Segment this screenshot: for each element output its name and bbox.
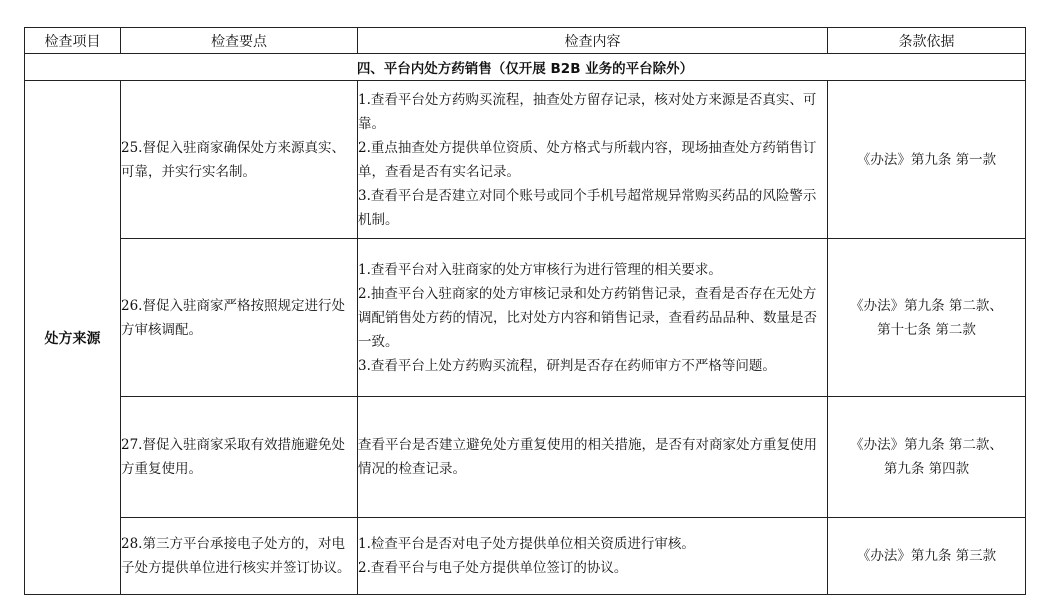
header-item: 检查项目: [25, 28, 121, 54]
check-content: [358, 518, 828, 595]
content-line: 2.查看平台与电子处方提供单位签订的协议。: [358, 560, 628, 576]
basis-cell: [828, 239, 1026, 397]
content-line: 3.查看平台上处方药购买流程，研判是否存在药师审方不严格等问题。: [358, 357, 776, 374]
category-cell: 处方来源: [25, 81, 121, 595]
basis-line: 《办法》第九条 第三款: [856, 548, 997, 564]
content-line: 2.抽查平台入驻商家的处方审核记录和处方药销售记录，查看是否存在无处方调配销售处方药的情况，比对处方内容和销售记录，查看药品品种、数量是否一致。: [358, 285, 817, 350]
basis-line: 《办法》第九条 第二款、: [850, 297, 1003, 314]
basis-cell: [828, 518, 1026, 595]
header-row: [25, 28, 1026, 54]
basis-line: 第十七条 第二款: [877, 321, 976, 338]
content-line: 3.查看平台是否建立对同个账号或同个手机号超常规异常购买药品的风险警示机制。: [358, 187, 817, 228]
table-row: [25, 239, 1026, 397]
check-content: [358, 81, 828, 239]
inspection-table: [24, 27, 1026, 595]
check-point: 28.第三方平台承接电子处方的，对电子处方提供单位进行核实并签订协议。: [121, 518, 358, 595]
basis-cell: [828, 81, 1026, 239]
content-line: 1.检查平台是否对电子处方提供单位相关资质进行审核。: [358, 536, 695, 552]
basis-line: 《办法》第九条 第一款: [856, 151, 997, 168]
check-point: 25.督促入驻商家确保处方来源真实、可靠，并实行实名制。: [121, 81, 358, 239]
content-line: 查看平台是否建立避免处方重复使用的相关措施，是否有对商家处方重复使用情况的检查记录。: [358, 437, 817, 477]
basis-line: 《办法》第九条 第二款、: [850, 437, 1003, 453]
basis-cell: [828, 397, 1026, 518]
table-row: [25, 81, 1026, 239]
check-content: [358, 397, 828, 518]
section-title: 四、平台内处方药销售（仅开展 B2B 业务的平台除外）: [25, 54, 1026, 81]
content-line: 1.查看平台处方药购买流程，抽查处方留存记录，核对处方来源是否真实、可靠。: [358, 91, 817, 132]
basis-line: 第九条 第四款: [883, 461, 970, 477]
check-content: [358, 239, 828, 397]
content-line: 2.重点抽查处方提供单位资质、处方格式与所载内容，现场抽查处方药销售订单，查看是否有实名记录。: [358, 139, 817, 180]
check-point: 26.督促入驻商家严格按照规定进行处方审核调配。: [121, 239, 358, 397]
content-line: 1.查看平台对入驻商家的处方审核行为进行管理的相关要求。: [358, 261, 722, 278]
check-point: 27.督促入驻商家采取有效措施避免处方重复使用。: [121, 397, 358, 518]
header-content: 检查内容: [358, 28, 828, 54]
header-point: 检查要点: [121, 28, 358, 54]
table-row: [25, 397, 1026, 518]
section-row: [25, 54, 1026, 81]
table-row: [25, 518, 1026, 595]
header-basis: 条款依据: [828, 28, 1026, 54]
